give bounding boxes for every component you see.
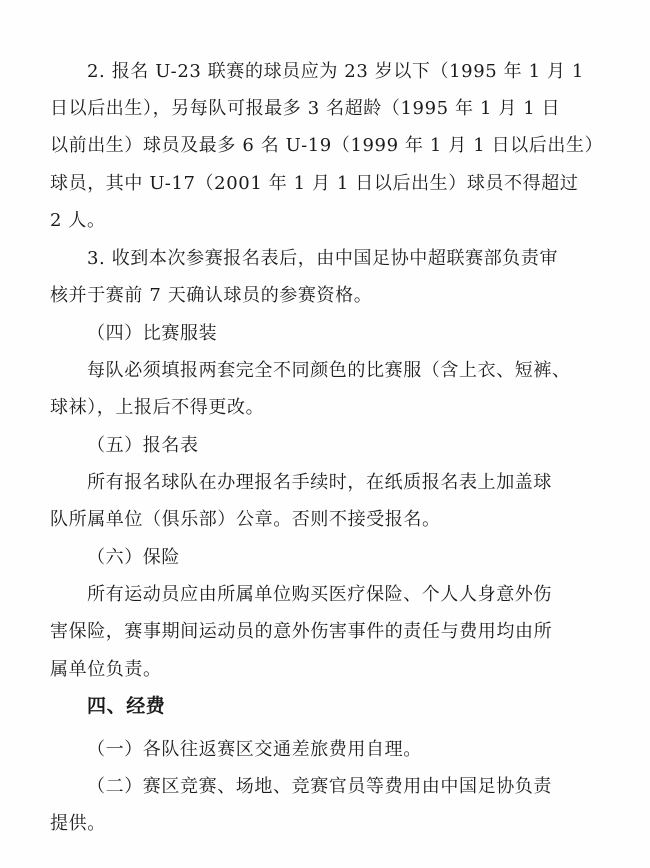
funding-item-2-line-2: 提供。 <box>50 813 106 834</box>
section-heading-uniform: （四）比赛服装 <box>87 323 218 344</box>
paragraph-2-line-1: 2. 报名 U-23 联赛的球员应为 23 岁以下（1995 年 1 月 1 <box>87 61 584 82</box>
paragraph-2-line-5: 2 人。 <box>50 210 106 231</box>
chapter-heading-funding: 四、经费 <box>87 695 166 717</box>
uniform-paragraph-line-2: 球袜），上报后不得更改。 <box>50 397 265 418</box>
registration-paragraph-line-1: 所有报名球队在办理报名手续时，在纸质报名表上加盖球 <box>87 472 552 493</box>
paragraph-2-line-3: 以前出生）球员及最多 6 名 U-19（1999 年 1 月 1 日以后出生） <box>50 135 604 156</box>
insurance-paragraph-line-2: 害保险，赛事期间运动员的意外伤害事件的责任与费用均由所 <box>50 621 553 642</box>
paragraph-2-line-4: 球员，其中 U-17（2001 年 1 月 1 日以后出生）球员不得超过 <box>50 173 579 194</box>
uniform-paragraph-line-1: 每队必须填报两套完全不同颜色的比赛服（含上衣、短裤、 <box>87 360 571 381</box>
registration-paragraph-line-2: 队所属单位（俱乐部）公章。否则不接受报名。 <box>50 509 441 530</box>
paragraph-2-line-2: 日以后出生），另每队可报最多 3 名超龄（1995 年 1 月 1 日 <box>50 98 561 119</box>
funding-item-1: （一）各队往返赛区交通差旅费用自理。 <box>87 739 422 760</box>
insurance-paragraph-line-1: 所有运动员应由所属单位购买医疗保险、个人人身意外伤 <box>87 584 552 605</box>
funding-item-2-line-1: （二）赛区竞赛、场地、竞赛官员等费用由中国足协负责 <box>87 776 552 797</box>
section-heading-registration-form: （五）报名表 <box>87 435 199 456</box>
paragraph-3-line-1: 3. 收到本次参赛报名表后，由中国足协中超联赛部负责审 <box>87 248 559 269</box>
paragraph-3-line-2: 核并于赛前 7 天确认球员的参赛资格。 <box>50 285 373 306</box>
section-heading-insurance: （六）保险 <box>87 547 180 568</box>
insurance-paragraph-line-3: 属单位负责。 <box>50 659 162 680</box>
